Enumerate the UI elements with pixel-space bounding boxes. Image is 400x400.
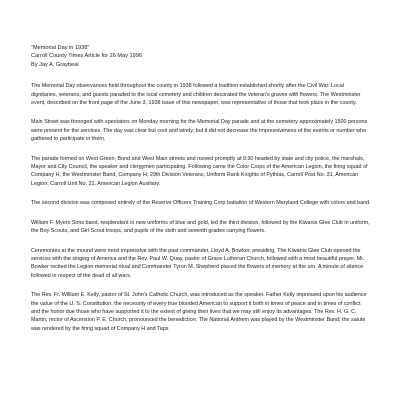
paragraph: The second division was composed entirely of the Reserve Officers Training Corp battalion of Western Maryland College with colors and band. [31, 200, 371, 207]
paragraph: The Rev. Fr. William E. Kelly, pastor of St. John's Catholic Church, was introduced as the speaker. Father Kelly impressed upon his audience the value of the U. S. Constitution, the necessity of every true blooded American to support it both in times of peace and in times of conflict and the honor due those who have supported it to the extent of giving their lives that we may still enjoy its advantages. The Rev. H. G. C. Martin, rector of Ascension P. E. Church, pronounced the benediction. The National Anthem was played by the Westminster Band; the salute was rendered by the firing squad of Company H and Taps [31, 292, 367, 332]
paragraph: William F. Myers Sons band, resplendent in new uniforms of blue and gold, led the third division, followed by the Kiwanis Glee Club in uniform, the Boy Scouts, and Girl Scout troops, and pupils of the sixth and seventh grades carrying flowers. [31, 219, 370, 235]
article [31, 44, 371, 333]
article-header [31, 44, 371, 69]
paragraph: The Memorial Day observances held throughout the county in 1938 followed a tradition established shortly after the Civil War. Local dignitaries, veterans, and guests paraded to the local cemetery and children decorated the veteran's graves with flowers. The Westminster event, described on the front page of the June 3, 1938 issue of this newspaper, was representative of those that took place in the county. [31, 83, 361, 107]
paragraph: Ceremonies at the mound were most impressive with the past commander, Lloyd A. Bowker, presiding. The Kiwanis Glee Club opened the services with the singing of America and the Rev. Paul W. Quay, pastor of Grace Lutheran Church, followed with a most beautiful prayer. Mr. Bowker recited the Legion memorial ritual and Commander Tyron M. Shepherd placed the flowers of memory at the urn. A minute of silence followed in respect of the dead of all wars. [31, 247, 365, 279]
article-source: Carroll County Times Article for 26 May 1996 [31, 53, 142, 60]
paragraph: Main Street was thronged with spectators on Monday morning for the Memorial Day parade and at the cemetery approximately 1500 persons were present for the services. The day was clear but cool and windy, but it did not decrease the impressiveness of the events or number who gathered to participate in them. [31, 119, 368, 143]
article-title: "Memorial Day in 1938" [31, 45, 90, 51]
paragraph: The parade formed on West Green, Bond and West Main streets and moved promptly at 9:30 headed by state and city police, the marshals, Mayor and City Council, the speaker and clergymen participating. Following came the Color Corps of the American Legion, the firing squad of Company H, the Westminster Band, Company H, 29th Division Veterans, Uniform Rank Knights of Pythias, Carroll Post No. 31, American Legion; Carroll Unit No. 31, American Legion Auxiliary. [31, 155, 368, 187]
article-byline: By Jay A. Graybeal [31, 61, 79, 68]
